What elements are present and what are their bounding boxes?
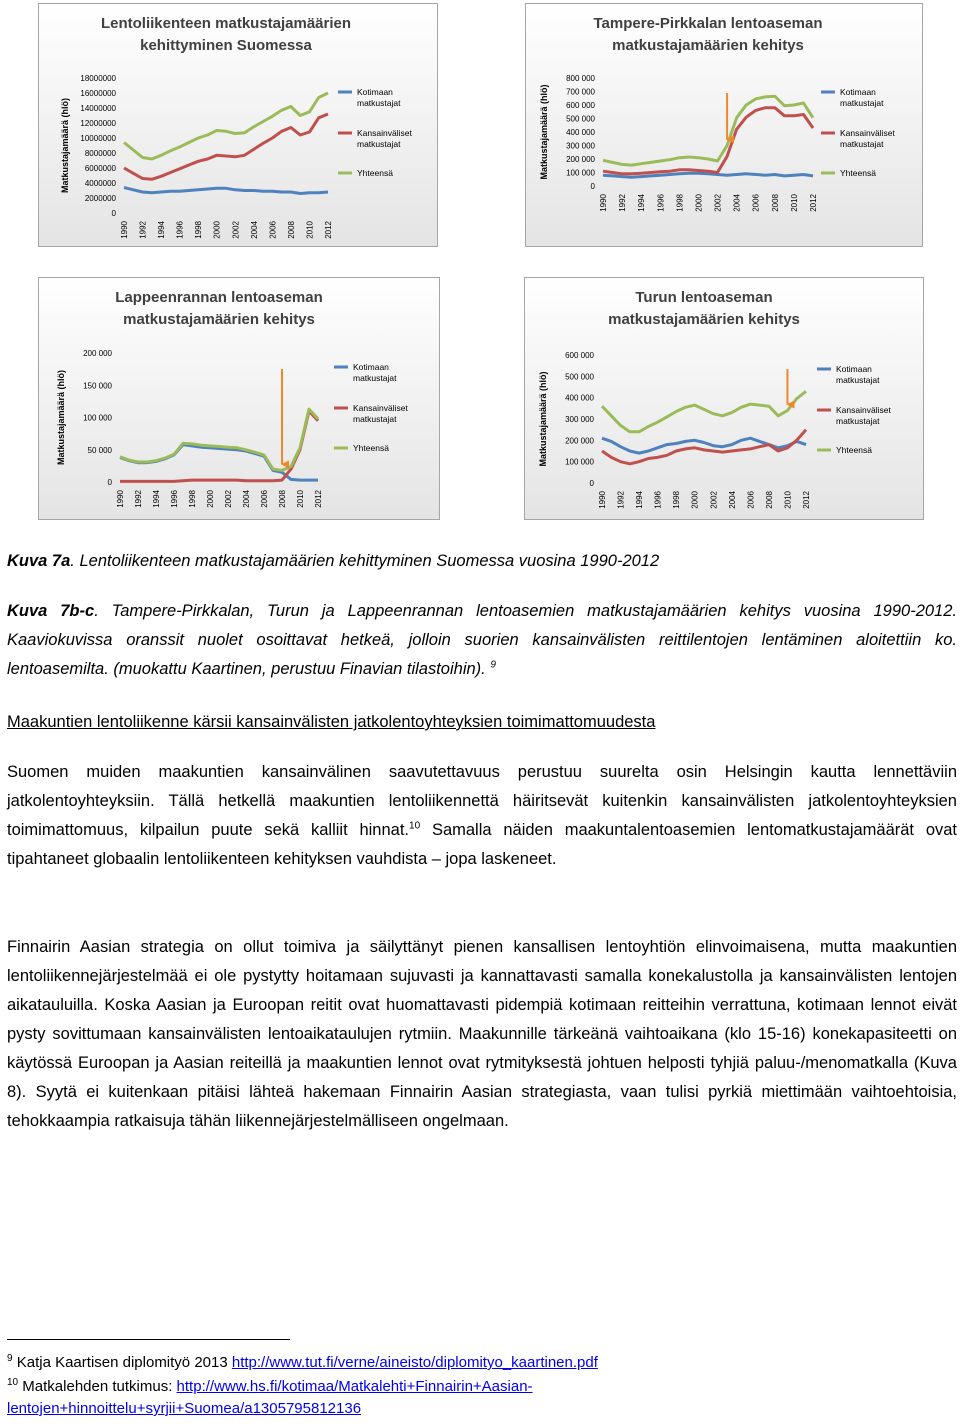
y-tick-label: 700 000 <box>566 87 595 97</box>
x-tick-label: 2004 <box>727 491 737 509</box>
paragraph-1 <box>7 758 957 874</box>
legend-label: Yhteensä <box>836 445 872 455</box>
x-tick-label: 1998 <box>194 221 204 239</box>
y-axis-title: Matkustajamäärä (hlö) <box>538 371 548 467</box>
y-tick-label: 0 <box>107 478 112 487</box>
footnote-divider <box>7 1339 290 1340</box>
y-tick-label: 800 000 <box>566 74 595 83</box>
y-tick-label: 100 000 <box>565 457 594 467</box>
legend-label: Kotimaan <box>357 87 393 97</box>
section-heading: Maakuntien lentoliikenne kärsii kansainvälisten jatkolentoyhteyksien toimimattomuudesta <box>7 713 656 731</box>
x-tick-label: 2000 <box>694 194 704 212</box>
y-tick-label: 300 000 <box>566 141 595 151</box>
chart-title-line: Lentoliikenteen matkustajamäärien <box>100 15 352 32</box>
chart-tampere-svg <box>525 3 923 247</box>
y-tick-label: 0 <box>590 182 595 191</box>
legend-label: Kotimaan <box>840 87 876 97</box>
x-tick-label: 1992 <box>618 194 628 212</box>
x-tick-label: 1998 <box>188 490 197 508</box>
footnote-10-link-line-1[interactable]: http://www.hs.fi/kotimaa/Matkalehti+Finnairin+Aasian- <box>176 1378 533 1395</box>
legend-label: matkustajat <box>840 98 884 108</box>
x-tick-label: 1996 <box>653 491 663 509</box>
x-tick-label: 1994 <box>637 194 647 212</box>
y-tick-label: 200 000 <box>566 155 595 164</box>
y-axis-title: Matkustajamäärä (hlö) <box>60 97 70 194</box>
y-tick-label: 18000000 <box>80 74 116 83</box>
caption-kuva-7bc-label: Kuva 7b-c <box>7 602 95 620</box>
caption-kuva-7a-text: . Lentoliikenteen matkustajamäärien kehittyminen Suomessa vuosina 1990-2012 <box>70 552 660 570</box>
x-tick-label: 1994 <box>152 490 161 508</box>
y-axis-title: Matkustajamäärä (hlö) <box>56 369 66 466</box>
x-tick-label: 1996 <box>175 221 185 239</box>
x-tick-label: 1990 <box>120 221 129 239</box>
x-tick-label: 2008 <box>278 490 287 508</box>
legend-label: matkustajat <box>353 373 397 383</box>
caption-kuva-7bc-text: . Tampere-Pirkkalan, Turun ja Lappeenrannan lentoasemien matkustajamäärien kehitys vuosina 1990-2012. Kaaviokuvissa oranssit nuolet osoittavat hetkeä, jolloin suorien kansainvälisten reittilentojen lentäminen aloitettiin ko. lentoasemilta. (muokattu Kaartinen, perustuu Finavian tilastoihin). <box>7 602 957 678</box>
x-tick-label: 2012 <box>809 194 818 212</box>
footnote-ref-9: 9 <box>490 659 496 671</box>
x-tick-label: 2000 <box>690 491 700 509</box>
legend-label: Kotimaan <box>353 362 389 372</box>
x-tick-label: 2006 <box>746 491 756 509</box>
x-tick-label: 2002 <box>231 221 241 239</box>
x-tick-label: 2010 <box>789 194 799 212</box>
chart-lappeenranta <box>38 277 440 520</box>
x-tick-label: 2010 <box>296 490 305 508</box>
y-tick-label: 10000000 <box>80 134 116 143</box>
footnote-10-link-line-2[interactable]: lentojen+hinnoittelu+syrjii+Suomea/a1305795812136 <box>7 1400 362 1417</box>
x-tick-label: 2002 <box>713 194 723 212</box>
legend-label: matkustajat <box>357 98 401 108</box>
footnote-9 <box>7 1352 598 1374</box>
footnote-9-text: Katja Kaartisen diplomityö 2013 <box>12 1354 232 1371</box>
chart-lappeenranta-svg <box>38 277 440 520</box>
footnote-10 <box>7 1376 533 1420</box>
legend-label: Yhteensä <box>840 168 876 178</box>
x-tick-label: 2012 <box>802 491 811 509</box>
x-tick-label: 1992 <box>134 490 143 508</box>
y-tick-label: 2000000 <box>84 194 116 203</box>
y-tick-label: 4000000 <box>84 179 116 188</box>
y-tick-label: 6000000 <box>84 164 116 173</box>
x-tick-label: 1990 <box>598 491 607 509</box>
chart-title-line: matkustajamäärien kehitys <box>612 37 804 54</box>
chart-suomi-svg <box>38 3 438 247</box>
y-tick-label: 0 <box>589 479 594 488</box>
legend-label: matkustajat <box>357 139 401 149</box>
y-tick-label: 0 <box>111 209 116 218</box>
legend-label: Kansainväliset <box>840 128 895 138</box>
y-tick-label: 150 000 <box>83 381 112 391</box>
footnote-9-link[interactable]: http://www.tut.fi/verne/aineisto/diplomityo_kaartinen.pdf <box>231 1354 598 1371</box>
y-tick-label: 14000000 <box>80 104 116 113</box>
x-tick-label: 2008 <box>286 221 296 239</box>
chart-turku-svg <box>524 277 924 520</box>
x-tick-label: 1994 <box>635 491 645 509</box>
x-tick-label: 2012 <box>324 221 333 239</box>
y-tick-label: 600 000 <box>565 351 594 360</box>
y-tick-label: 500 000 <box>566 114 595 124</box>
x-tick-label: 1998 <box>672 491 682 509</box>
chart-tampere <box>525 3 923 247</box>
x-tick-label: 1990 <box>599 194 608 212</box>
x-tick-label: 2006 <box>260 490 269 508</box>
caption-kuva-7a <box>7 547 957 576</box>
chart-title-line: matkustajamäärien kehitys <box>123 311 315 328</box>
legend-label: matkustajat <box>836 416 880 426</box>
y-tick-label: 16000000 <box>80 89 116 98</box>
legend-label: Kansainväliset <box>836 405 891 415</box>
y-tick-label: 400 000 <box>566 128 595 137</box>
legend-label: matkustajat <box>353 414 397 424</box>
x-tick-label: 2000 <box>206 490 215 508</box>
x-tick-label: 1992 <box>616 491 626 509</box>
chart-title-line: Turun lentoaseman <box>635 289 773 306</box>
x-tick-label: 2010 <box>305 221 315 239</box>
x-tick-label: 2006 <box>751 194 761 212</box>
caption-kuva-7a-label: Kuva 7a <box>7 552 71 570</box>
paragraph-1-text-b: Samalla näiden maakuntalentoasemien lentomatkustajamäärät ovat tipahtaneet globaalin lentoliikenteen kehityksen vauhdista – jopa laskeneet. <box>7 821 958 868</box>
x-tick-label: 1990 <box>116 490 125 508</box>
x-tick-label: 2002 <box>709 491 719 509</box>
x-tick-label: 2004 <box>242 490 251 508</box>
x-tick-label: 1992 <box>138 221 148 239</box>
x-tick-label: 1996 <box>170 490 179 508</box>
chart-title-line: Tampere-Pirkkalan lentoaseman <box>593 15 823 32</box>
x-tick-label: 2010 <box>783 491 793 509</box>
x-tick-label: 2008 <box>764 491 774 509</box>
y-tick-label: 200 000 <box>83 349 112 358</box>
x-tick-label: 2004 <box>249 221 259 239</box>
legend-label: matkustajat <box>836 375 880 385</box>
y-tick-label: 100 000 <box>83 413 112 423</box>
legend-label: Kansainväliset <box>357 128 412 138</box>
y-tick-label: 100 000 <box>566 168 595 178</box>
footnote-9-number: 9 <box>7 1353 13 1364</box>
chart-suomi <box>38 3 438 247</box>
y-tick-label: 300 000 <box>565 415 594 424</box>
y-tick-label: 400 000 <box>565 393 594 403</box>
chart-title-line: matkustajamäärien kehitys <box>608 311 800 328</box>
legend-label: Kotimaan <box>836 364 872 374</box>
y-axis-title: Matkustajamäärä (hlö) <box>539 84 549 180</box>
y-tick-label: 50 000 <box>87 445 112 455</box>
x-tick-label: 1998 <box>675 194 685 212</box>
paragraph-1-text-a: Suomen muiden maakuntien kansainvälinen saavutettavuus perustuu suurelta osin Helsingin kautta lennettäviin jatkolentoyhteyksiin. Tällä hetkellä maakuntien lentoliikennettä häiritsevät kuitenkin kansainvälisten jatkolentoyhteyksien toimimattomuus, kilpailun puute sekä kalliit hinnat. <box>7 763 957 839</box>
y-tick-label: 500 000 <box>565 372 594 382</box>
x-tick-label: 2008 <box>770 194 780 212</box>
x-tick-label: 2012 <box>314 490 323 508</box>
legend-label: Yhteensä <box>357 168 393 178</box>
legend-label: Kansainväliset <box>353 403 408 413</box>
paragraph-2: Finnairin Aasian strategia on ollut toimiva ja säilyttänyt pienen kansallisen lentoyhtiön elinvoimaisena, mutta maakuntien lentoliikennejärjestelmää ei ole pystytty hoitamaan sujuvasti ja kannattavasti samalla konekalustolla ja kansainvälisten lentojen aikatauluilla. Koska Aasian ja Euroopan reitit ovat huomattavasti pidempiä kotimaan reitteihin verrattuna, kotimaan lennot eivät pysty sovittumaan kansainvälisten lentoaikataulujen rytmiin. Maakunnille tärkeänä vaihtoaikana (klo 15-16) konekapasiteetti on käytössä Euroopan ja Aasian reiteillä ja maakuntien lennot ovat rytmityksestä johtuen helposti tyhjiä paluu-/menomatkalla (Kuva 8). Syytä ei kuitenkaan pitäisi lähteä hakemaan Finnairin Aasian strategiasta, vaan tulisi pyrkiä miettimään vaihtoehtoisia, tehokkaampia ratkaisuja tähän liikennejärjestelmälliseen ongelmaan. <box>7 938 957 1130</box>
y-tick-label: 200 000 <box>565 436 594 446</box>
footnote-10-text: Matkalehden tutkimus: <box>18 1378 177 1395</box>
caption-kuva-7bc <box>7 597 957 684</box>
x-tick-label: 2004 <box>732 194 742 212</box>
x-tick-label: 2002 <box>224 490 233 508</box>
y-tick-label: 600 000 <box>566 101 595 110</box>
chart-title-line: kehittyminen Suomessa <box>140 37 312 54</box>
chart-turku <box>524 277 924 520</box>
footnote-ref-10: 10 <box>409 820 421 832</box>
x-tick-label: 1996 <box>656 194 666 212</box>
y-tick-label: 8000000 <box>84 149 116 158</box>
x-tick-label: 2000 <box>212 221 222 239</box>
footnote-10-number: 10 <box>7 1377 19 1388</box>
legend-label: Yhteensä <box>353 443 389 453</box>
legend-label: matkustajat <box>840 139 884 149</box>
x-tick-label: 1994 <box>157 221 167 239</box>
x-tick-label: 2006 <box>268 221 278 239</box>
chart-title-line: Lappeenrannan lentoaseman <box>115 289 323 306</box>
y-tick-label: 12000000 <box>80 119 116 128</box>
